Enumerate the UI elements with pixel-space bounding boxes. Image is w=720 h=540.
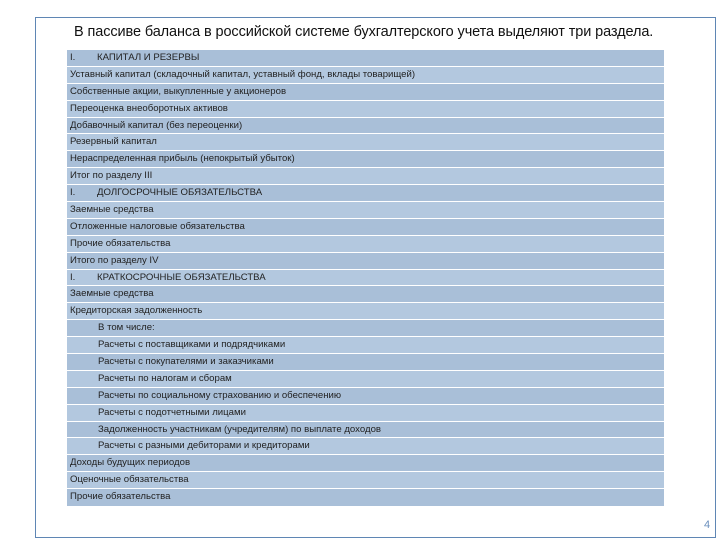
row-text: Расчеты по налогам и сборам	[98, 372, 232, 384]
row-text: Итого по разделу IV	[70, 254, 159, 266]
row-text: КАПИТАЛ И РЕЗЕРВЫ	[97, 52, 200, 63]
table-row	[67, 202, 664, 219]
page-number: 4	[704, 519, 711, 531]
row-text: КРАТКОСРОЧНЫЕ ОБЯЗАТЕЛЬСТВА	[97, 271, 266, 283]
table-row	[67, 168, 664, 185]
table-row	[67, 118, 664, 135]
table-row	[67, 50, 664, 67]
section-number: I.	[70, 271, 76, 283]
table-row	[67, 101, 664, 118]
row-text: Расчеты по социальному страхованию и обеспечению	[98, 389, 342, 401]
table-row	[67, 320, 664, 337]
balance-liabilities-table	[66, 49, 665, 507]
table-row	[67, 371, 664, 388]
row-text: Прочие обязательства	[70, 237, 171, 249]
row-text: Расчеты с покупателями и заказчиками	[98, 356, 274, 368]
table-row	[67, 185, 664, 202]
table-row	[67, 438, 664, 455]
row-text: Прочие обязательства	[70, 491, 171, 503]
table-row	[67, 405, 664, 422]
table-row	[67, 337, 664, 354]
table-row	[67, 84, 664, 101]
row-text: Собственные акции, выкупленные у акционеров	[70, 85, 287, 97]
row-text: В том числе:	[98, 322, 155, 334]
row-text: Расчеты с подотчетными лицами	[98, 406, 246, 418]
row-text: Доходы будущих периодов	[70, 457, 191, 469]
table-row	[67, 236, 664, 253]
table-row	[67, 354, 664, 371]
table-row	[67, 134, 664, 151]
table-row	[67, 67, 664, 84]
table-row	[67, 472, 664, 489]
table-row	[67, 286, 664, 303]
row-text: Переоценка внеоборотных активов	[70, 102, 228, 114]
section-number: I.	[70, 52, 76, 63]
slide-title: В пассиве баланса в российской системе бухгалтерского учета выделяют три раздела.	[74, 24, 654, 40]
table-row	[67, 303, 664, 320]
row-text: Добавочный капитал (без переоценки)	[70, 119, 243, 131]
table-row	[67, 219, 664, 236]
table-row	[67, 270, 664, 287]
row-text: Заемные средства	[70, 204, 154, 216]
table-row	[67, 253, 664, 270]
table-row	[67, 489, 664, 506]
row-text: Расчеты с разными дебиторами и кредиторами	[98, 440, 310, 452]
row-text: Отложенные налоговые обязательства	[70, 220, 245, 232]
table-row	[67, 388, 664, 405]
row-text: Уставный капитал (складочный капитал, уставный фонд, вклады товарищей)	[70, 68, 416, 80]
row-text: Резервный капитал	[70, 136, 157, 148]
row-text: Оценочные обязательства	[70, 474, 189, 486]
row-text: Кредиторская задолженность	[70, 305, 203, 317]
table-row	[67, 151, 664, 168]
row-text: Нераспределенная прибыль (непокрытый убыток)	[70, 153, 295, 165]
row-text: ДОЛГОСРОЧНЫЕ ОБЯЗАТЕЛЬСТВА	[97, 187, 263, 199]
table-row	[67, 422, 664, 439]
row-text: Итог по разделу III	[70, 170, 153, 182]
row-text: Задолженность участникам (учредителям) по выплате доходов	[98, 423, 381, 435]
row-text: Заемные средства	[70, 288, 154, 300]
row-text: Расчеты с поставщиками и подрядчиками	[98, 339, 286, 351]
table-row	[67, 455, 664, 472]
section-number: I.	[70, 187, 76, 199]
